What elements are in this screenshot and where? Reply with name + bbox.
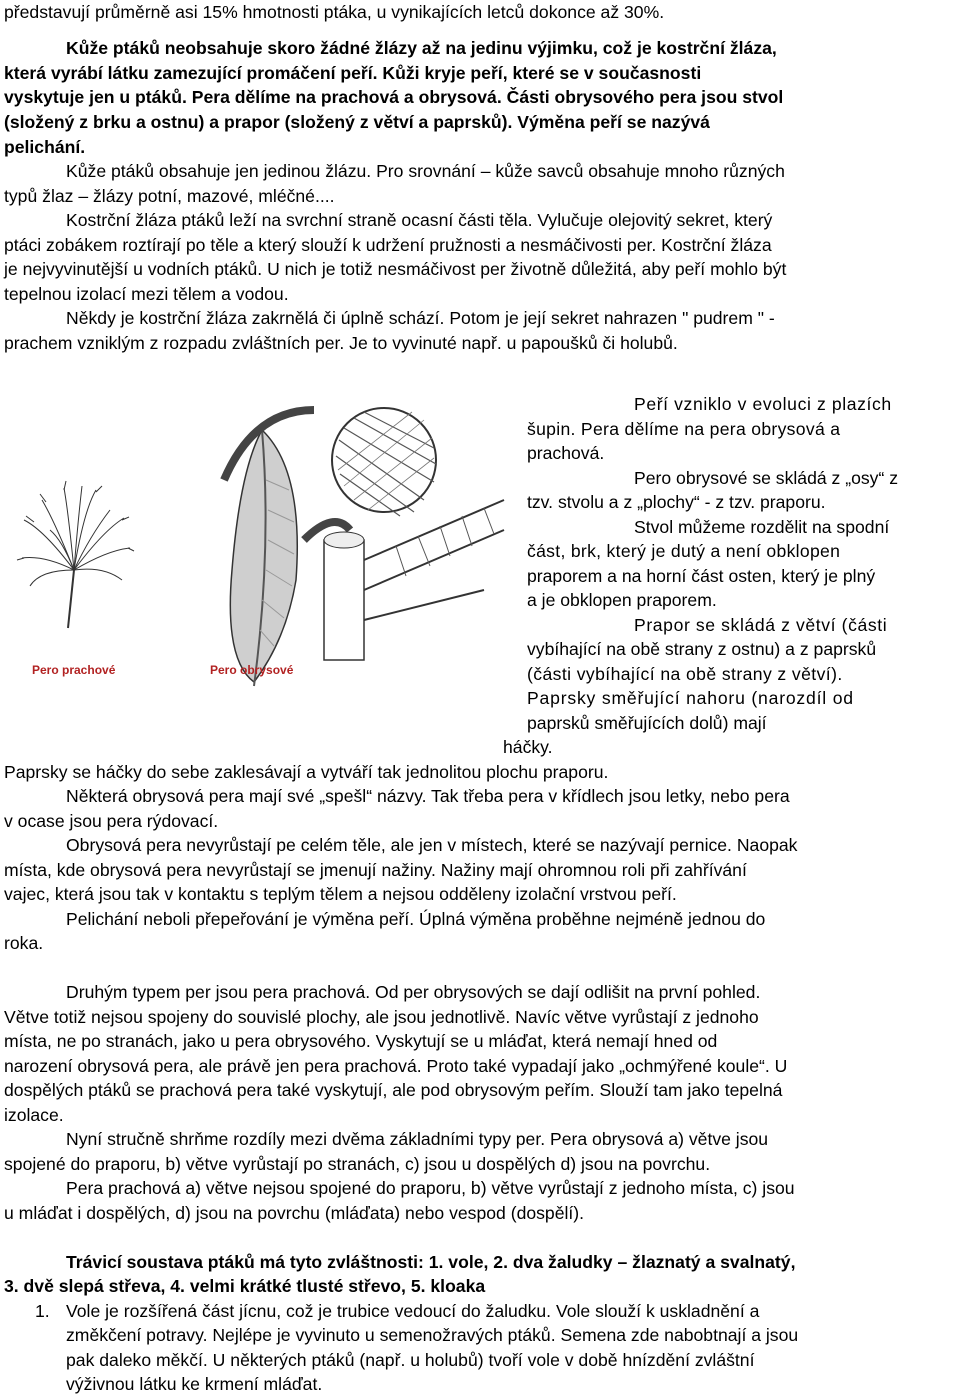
text-line: roka. <box>4 933 44 953</box>
section-heading: Trávicí soustava ptáků má tyto zvláštnosti: 1. vole, 2. dva žaludky – žlaznatý a svalnatý, <box>66 1252 796 1272</box>
text-line: část, brk, který je dutý a není obklopen <box>527 541 841 561</box>
text-line: tepelnou izolací mezi tělem a vodou. <box>4 284 289 304</box>
text-line: (složený z brku a ostnu) a prapor (složený z větví a paprsků). Výměna peří se nazývá <box>4 112 710 132</box>
list-item: změkčení potravy. Nejlépe je vyvinuto u semenožravých ptáků. Semena zde nabobtnají a jsou <box>66 1325 799 1345</box>
text-line: prachem vzniklým z rozpadu zvláštních per. Je to vyvinuté např. u papoušků či holubů. <box>4 333 678 353</box>
text-line: místa, kde obrysová pera nevyrůstají se jmenují nažiny. Nažiny mají ohromnou roli při zahřívání <box>4 860 747 880</box>
contour-feather-icon <box>230 430 297 686</box>
text-line: Pera prachová a) větve nejsou spojené do praporu, b) větve vyrůstají z jednoho místa, c) jsou <box>66 1178 795 1198</box>
magnified-barbs-icon <box>332 408 436 516</box>
text-line: Peří vzniklo v evoluci z plazích <box>634 394 892 414</box>
list-number: 1. <box>35 1301 50 1321</box>
text-line: Kostrční žláza ptáků leží na svrchní straně ocasní části těla. Vylučuje olejovitý sekret, který <box>66 210 773 230</box>
text-line: narození obrysová pera, ale právě jen pera prachová. Proto také vypadají jako „ochmýřené koule“. U <box>4 1056 788 1076</box>
text-line: Prapor se skládá z větví (části <box>634 615 888 635</box>
text-line: Některá obrysová pera mají své „spešl“ názvy. Tak třeba pera v křídlech jsou letky, nebo pera <box>66 786 790 806</box>
text-line: praporem a na horní část osten, který je plný <box>527 566 876 586</box>
text-line: Kůže ptáků obsahuje jen jedinou žlázu. Pro srovnání – kůže savců obsahuje mnoho různých <box>66 161 785 181</box>
text-line: (části vybíhající na obě strany z větví). <box>527 664 843 684</box>
list-item: Vole je rozšířená část jícnu, což je trubice vedoucí do žaludku. Vole slouží k uskladnění a <box>66 1301 760 1321</box>
feather-illustration <box>4 390 524 690</box>
text-line: u mláďat i dospělých, d) jsou na povrchu (mláďata) nebo vespod (dospělí). <box>4 1203 585 1223</box>
text-line: vybíhající na obě strany z ostnu) a z paprsků <box>527 639 877 659</box>
text-line: Pelichání neboli přepeřování je výměna peří. Úplná výměna proběhne nejméně jednou do <box>66 909 766 929</box>
text-line: Kůže ptáků neobsahuje skoro žádné žlázy až na jedinu výjimku, což je kostrční žláza, <box>66 38 777 58</box>
text-line: Paprsky se háčky do sebe zaklesávají a vytváří tak jednolitou plochu praporu. <box>4 762 609 782</box>
text-line: prachová. <box>527 443 605 463</box>
text-line: Stvol můžeme rozdělit na spodní <box>634 517 890 537</box>
list-item: pak daleko měkčí. U některých ptáků (např. u holubů) tvoří vole v době hnízdění zvláštní <box>66 1350 755 1370</box>
text-line: ptáci zobákem roztírají po těle a který slouží k udržení pružnosti a nesmáčivosti per. Kostrční žláza <box>4 235 772 255</box>
text-line: vajec, která jsou tak v kontaktu s teplým tělem a nejsou odděleny izolační vrstvou peří. <box>4 884 677 904</box>
down-feather-icon <box>17 481 134 628</box>
text-line: izolace. <box>4 1105 64 1125</box>
text-line: Nyní stručně shrňme rozdíly mezi dvěma základními typy per. Pera obrysová a) větve jsou <box>66 1129 769 1149</box>
text-line: je nejvyvinutější u vodních ptáků. U nich je totiž nesmáčivost per životně důležitá, aby peří mohlo být <box>4 259 787 279</box>
text-line: vyskytuje jen u ptáků. Pera dělíme na prachová a obrysová. Části obrysového pera jsou stvol <box>4 87 784 107</box>
text-line: paprsků směřujících dolů) mají <box>527 713 767 733</box>
text-line: spojené do praporu, b) větve vyrůstají po stranách, c) jsou u dospělých d) jsou na povrchu. <box>4 1154 711 1174</box>
text-line: Druhým typem per jsou pera prachová. Od per obrysových se dají odlišit na první pohled. <box>66 982 761 1002</box>
text-line: pelichání. <box>4 137 86 157</box>
text-line: Někdy je kostrční žláza zakrnělá či úplně schází. Potom je její sekret nahrazen " pudrem " - <box>66 308 775 328</box>
text-line: v ocase jsou pera rýdovací. <box>4 811 219 831</box>
text-line: Obrysová pera nevyrůstají pe celém těle, ale jen v místech, které se nazývají pernice. Naopak <box>66 835 798 855</box>
text-line: představují průměrně asi 15% hmotnosti ptáka, u vynikajících letců dokonce až 30%. <box>4 2 665 22</box>
text-line: tzv. stvolu a z „plochy“ - z tzv. praporu. <box>527 492 826 512</box>
section-heading: 3. dvě slepá střeva, 4. velmi krátké tlusté střevo, 5. kloaka <box>4 1276 486 1296</box>
text-line: místa, ne po stranách, jako u pera obrysového. Vyskytují se u mláďat, která nemají hned od <box>4 1031 718 1051</box>
text-line: dospělých ptáků se prachová pera také vyskytují, ale pod obrysovým peřím. Slouží tam jako tepelná <box>4 1080 783 1100</box>
caption-down-feather: Pero prachové <box>32 663 116 677</box>
text-line: Větve totiž nejsou spojeny do souvislé plochy, ale jsou jednotlivě. Navíc větve vyrůstají z jednoho <box>4 1007 759 1027</box>
text-line: Paprsky směřující nahoru (narozdíl od <box>527 688 854 708</box>
caption-contour-feather: Pero obrysové <box>210 663 294 677</box>
list-item: výživnou látku ke krmení mláďat. <box>66 1374 323 1394</box>
text-line: a je obklopen praporem. <box>527 590 717 610</box>
text-line: která vyrábí látku zamezující promáčení peří. Kůži kryje peří, které se v současnosti <box>4 63 702 83</box>
text-line: šupin. Pera dělíme na pera obrysová a <box>527 419 841 439</box>
shaft-detail-icon <box>324 500 504 660</box>
text-line: typů žlaz – žlázy potní, mazové, mléčné.... <box>4 186 335 206</box>
text-line: háčky. <box>503 737 553 757</box>
text-line: Pero obrysové se skládá z „osy“ z <box>634 468 899 488</box>
